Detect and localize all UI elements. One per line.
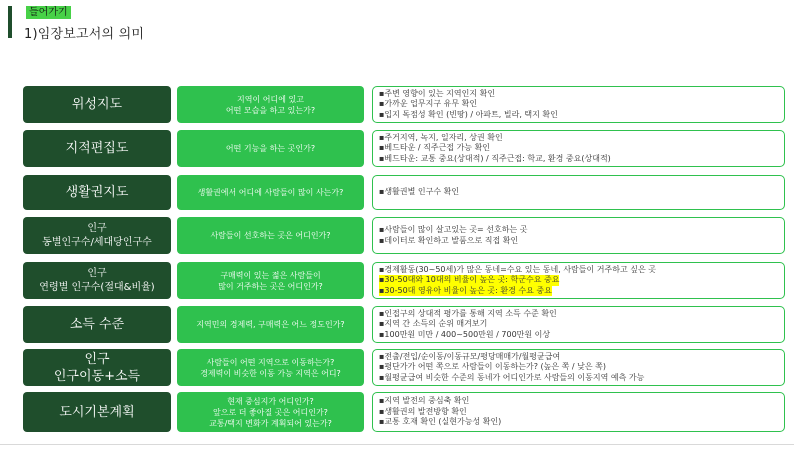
question-cell xyxy=(177,130,364,167)
row-population-by-dong xyxy=(23,217,785,254)
category-label: 인구 xyxy=(87,222,107,234)
header-accent-bar xyxy=(8,6,12,38)
answer-box xyxy=(372,217,785,254)
category-label: 연령별 인구수(절대&비율) xyxy=(39,281,155,293)
bullet-item: ▪베드타운: 교통 중요(상대적) / 직주근접: 학교, 환경 중요(상대적) xyxy=(379,153,611,163)
question-cell xyxy=(177,262,364,299)
bullet-item: ▪전출/전입/순이동/이동규모/평당매매가/월평균급여 xyxy=(379,351,561,361)
question-line: 많이 거주하는 곳은 어디인가? xyxy=(218,281,323,291)
bullet-item: ▪교통 호재 확인 (실현가능성 확인) xyxy=(379,417,502,427)
category-label: 인구이동+소득 xyxy=(53,368,141,384)
bullet-item: ▪데이터로 확인하고 발품으로 직접 확인 xyxy=(379,235,519,245)
question-line: 앞으로 더 좋아질 곳은 어디인가? xyxy=(213,407,328,417)
answer-box xyxy=(372,349,785,386)
question-cell xyxy=(177,392,364,432)
bullet-item: ▪월평균급여 비슷한 수준의 동네가 어디인가로 사람들의 이동지역 예측 가능 xyxy=(379,372,645,382)
highlighted-bullet-item: ▪30-50대와 10대의 비율이 높은 곳: 학군수요 중요 xyxy=(379,275,560,285)
category-cell xyxy=(23,86,171,123)
question-line: 구매력이 있는 젊은 사람들이 xyxy=(220,270,321,280)
bullet-item: ▪생활권별 인구수 확인 xyxy=(379,187,460,197)
row-cadastral-map xyxy=(23,130,785,167)
category-label: 인구 xyxy=(84,351,110,367)
bullet-item: ▪주거지역, 녹지, 일자리, 상권 확인 xyxy=(379,132,503,142)
bullet-item: ▪지역 발전의 중심축 확인 xyxy=(379,396,470,406)
question-line: 사람들이 어떤 지역으로 이동하는가? xyxy=(206,357,335,367)
row-living-zone-map xyxy=(23,175,785,210)
question-cell xyxy=(177,306,364,343)
answer-box xyxy=(372,262,785,299)
question-line: 생활권에서 어디에 사람들이 많이 사는가? xyxy=(197,188,344,197)
row-satellite-map xyxy=(23,86,785,123)
section-badge: 들어가기 xyxy=(26,6,71,19)
question-line: 현재 중심지가 어디인가? xyxy=(227,396,314,406)
question-line: 지역이 어디에 있고 xyxy=(237,94,304,104)
category-label: 지적편집도 xyxy=(65,141,129,156)
question-cell xyxy=(177,217,364,254)
bullet-item: ▪지역 간 소득의 순위 매겨보기 xyxy=(379,319,488,329)
bullet-item: ▪100만원 미만 / 400~500만원 / 700만원 이상 xyxy=(379,329,551,339)
row-migration-income xyxy=(23,349,785,386)
page-title: 1)임장보고서의 의미 xyxy=(24,27,145,42)
category-cell xyxy=(23,349,171,386)
bullet-item: ▪가까운 업무지구 유무 확인 xyxy=(379,99,478,109)
question-line: 사람들이 선호하는 곳은 어디인가? xyxy=(210,231,331,240)
question-cell xyxy=(177,175,364,210)
question-line: 어떤 기능을 하는 곳인가? xyxy=(225,144,316,153)
question-line: 경제력이 비슷한 이동 가능 지역은 어디? xyxy=(200,368,341,378)
bullet-item: ▪베드타운 / 직주근접 가능 확인 xyxy=(379,143,491,153)
bullet-item: ▪사람들이 많이 살고있는 곳= 선호하는 곳 xyxy=(379,225,528,234)
answer-box xyxy=(372,175,785,210)
category-cell xyxy=(23,217,171,254)
category-cell xyxy=(23,306,171,343)
question-line: 어떤 모습을 하고 있는가? xyxy=(225,105,316,115)
category-cell xyxy=(23,392,171,432)
category-label: 위성지도 xyxy=(71,97,123,112)
answer-box xyxy=(372,86,785,123)
answer-box xyxy=(372,130,785,167)
bullet-item: ▪경제활동(30~50세)가 많은 동네=수요 있는 동네, 사람들이 거주하고 싶은 곳 xyxy=(379,264,656,274)
bullet-item: ▪평단가가 어떤 쪽으로 사람들이 이동하는가? (높은 쪽 / 낮은 쪽) xyxy=(379,362,606,372)
category-cell xyxy=(23,175,171,210)
category-label: 동별인구수/세대당인구수 xyxy=(42,236,152,248)
category-label: 도시기본계획 xyxy=(59,404,135,420)
category-label: 생활권지도 xyxy=(65,185,129,200)
row-urban-master-plan xyxy=(23,392,785,432)
row-population-by-age xyxy=(23,262,785,299)
question-cell xyxy=(177,349,364,386)
category-cell xyxy=(23,262,171,299)
bullet-item: ▪입지 독점성 확인 (빈땅) / 아파트, 빌라, 택지 확인 xyxy=(379,109,558,119)
answer-box xyxy=(372,392,785,432)
highlighted-bullet-item: ▪30-50대 영유아 비율이 높은 곳: 환경 수요 중요 xyxy=(379,285,552,295)
bullet-item: ▪인접구의 상대적 평가를 통해 지역 소득 수준 확인 xyxy=(379,308,557,318)
category-label: 소득 수준 xyxy=(69,317,125,332)
answer-box xyxy=(372,306,785,343)
category-label: 인구 xyxy=(87,267,107,279)
bullet-item: ▪생활권의 발전방향 확인 xyxy=(379,406,467,416)
category-cell xyxy=(23,130,171,167)
footer-divider xyxy=(0,444,794,445)
question-line: 지역민의 경제력, 구매력은 어느 정도인가? xyxy=(196,320,345,329)
question-cell xyxy=(177,86,364,123)
row-income-level xyxy=(23,306,785,343)
question-line: 교통/택지 변화가 계획되어 있는가? xyxy=(209,418,332,428)
bullet-item: ▪주변 영향이 있는 지역인지 확인 xyxy=(379,88,496,98)
